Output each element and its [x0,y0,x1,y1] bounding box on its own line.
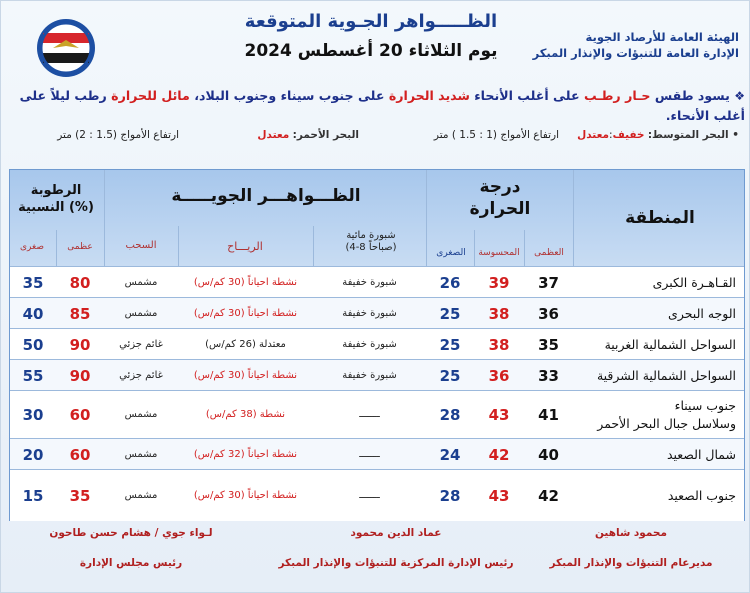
sea-conditions [13,123,739,149]
region-name: القـاهـرة الكبرى [652,274,736,290]
summary-text: يسود طقس [650,88,730,103]
signature-3: لـواء جوي / هشام حسن طاحون رئيس مجلس الإدارة [49,527,213,569]
red-sea-waves: ارتفاع الأمواج (1.5 : 2) متر [57,129,179,141]
header-temp-max: العظمى [534,248,564,258]
signature-1: محمود شاهين مديرعام التنبؤات والإنذار المبكر [549,527,713,569]
table-row [10,328,744,360]
cell-hmax: 85 [69,304,91,323]
table-row [10,390,744,439]
cell-avg: 36 [488,366,510,385]
cell-hmax: 80 [69,273,91,292]
page-title: الظـــــواهر الجـوية المتوقعة [244,11,498,32]
header-phenomena: الظـــواهـــر الجويـــــة [171,186,361,206]
cell-hmax: 90 [69,335,91,354]
organization [519,29,739,61]
cell-wind: نشطة احياناً (30 كم/س) [193,307,298,319]
cell-clouds: مشمس [124,307,158,319]
table-row [10,297,744,329]
forecast-table [9,169,745,521]
header-temperature: درجة الحرارة [469,177,531,219]
cell-avg: 38 [488,335,510,354]
forecast-date: يوم الثلاثاء 20 أغسطس 2024 [244,41,498,61]
cell-fog: ـــــــ [359,448,380,460]
cell-wind: نشطة (38 كم/س) [205,409,286,420]
cell-max: 42 [538,486,559,505]
cell-max: 35 [538,335,559,354]
cell-hmin: 40 [22,304,44,323]
cell-fog: ـــــــ [359,489,380,501]
header-hum-min: صغرى [20,242,44,252]
cell-fog: شبورة خفيفة [342,338,397,350]
cell-wind: نشطة احياناً (32 كم/س) [193,448,298,460]
summary-text: رطب ليلاً على أغلب الأنحاء. [19,88,745,123]
cell-min: 26 [439,273,461,292]
signature-2: عماد الدين محمود رئيس الإدارة المركزية للتنبؤات والإنذار المبكر [278,527,514,569]
summary-text: على جنوب سيناء وجنوب البلاد، [189,88,389,103]
cell-max: 41 [538,406,559,424]
cell-hmin: 55 [22,366,44,385]
cell-avg: 42 [488,445,510,464]
met-authority-logo [35,17,97,79]
org-name: الهيئة العامة للأرصاد الجوية [585,30,739,44]
table-row [10,469,744,521]
summary-highlight: مائل للحرارة [111,88,190,103]
cell-hmax: 60 [69,406,91,424]
summary-highlight: حـار رطـب [583,88,651,103]
cell-fog: ـــــــ [359,409,380,420]
table-row [10,359,744,391]
cell-max: 36 [538,304,559,323]
header-temp-feels: المحسوسة [478,248,520,258]
header-temp-min: الصغرى [436,248,466,258]
weather-summary [7,86,745,126]
table-row [10,266,744,298]
header-humidity: الرطوبة النسبية (%) [18,183,94,215]
cell-max: 33 [538,366,559,385]
cell-wind: نشطة احياناً (30 كم/س) [193,489,298,501]
cell-hmin: 15 [22,486,44,505]
cell-avg: 43 [488,406,510,424]
header-hum-max: عظمى [67,242,93,252]
cell-hmax: 60 [69,445,91,464]
cell-clouds: غائم جزئي [119,338,163,350]
header-fog: شبورة مائية (4-8 صباحاً) [345,230,397,253]
summary-text: على أغلب الأنحاء [469,88,584,103]
cell-hmax: 35 [69,486,91,505]
cell-wind: نشطة احياناً (30 كم/س) [193,369,298,381]
cell-min: 25 [439,335,461,354]
cell-clouds: غائم جزئي [119,369,163,381]
table-row [10,438,744,470]
cell-clouds: مشمس [124,276,158,288]
cell-clouds: مشمس [124,448,158,460]
red-sea-state: البحر الأحمر: معتدل [257,129,359,141]
header-clouds: السحب [125,240,157,251]
org-department: الإدارة العامة للتنبؤات والإنذار المبكر [532,46,739,60]
cell-hmin: 20 [22,445,44,464]
summary-highlight: شديد الحرارة [388,88,470,103]
cell-min: 28 [439,406,461,424]
cell-clouds: مشمس [124,409,158,420]
med-sea-waves: ارتفاع الأمواج (1 : 1.5 ) متر [433,129,559,141]
cell-min: 25 [439,304,461,323]
cell-avg: 43 [488,486,510,505]
diamond-bullet-icon: ❖ [734,89,745,103]
header-wind: الريـــاح [227,240,263,253]
cell-wind: معتدلة (26 كم/س) [205,338,286,350]
cell-hmin: 30 [22,406,44,424]
header-region: المنطقة [625,208,695,228]
cell-min: 28 [439,486,461,505]
table-header [10,170,744,266]
region-name: جنوب الصعيد [667,487,736,503]
region-name: الوجه البحرى [668,305,736,321]
cell-min: 25 [439,366,461,385]
cell-hmax: 90 [69,366,91,385]
cell-max: 37 [538,273,559,292]
cell-avg: 39 [488,273,510,292]
cell-avg: 38 [488,304,510,323]
cell-wind: نشطة احياناً (30 كم/س) [193,276,298,288]
cell-fog: شبورة خفيفة [342,276,397,288]
cell-hmin: 35 [22,273,44,292]
region-name: جنوب سيناء وسلاسل جبال البحر الأحمر [597,398,736,431]
region-name: السواحل الشمالية الغربية [604,336,736,352]
region-name: شمال الصعيد [666,446,736,462]
cell-fog: شبورة خفيفة [342,369,397,381]
med-sea-state: • البحر المتوسط: خفيف:معتدل [577,129,739,141]
cell-fog: شبورة خفيفة [342,307,397,319]
region-name: السواحل الشمالية الشرقية [596,367,736,383]
cell-min: 24 [439,445,461,464]
cell-clouds: مشمس [124,489,158,501]
cell-max: 40 [538,445,559,464]
cell-hmin: 50 [22,335,44,354]
